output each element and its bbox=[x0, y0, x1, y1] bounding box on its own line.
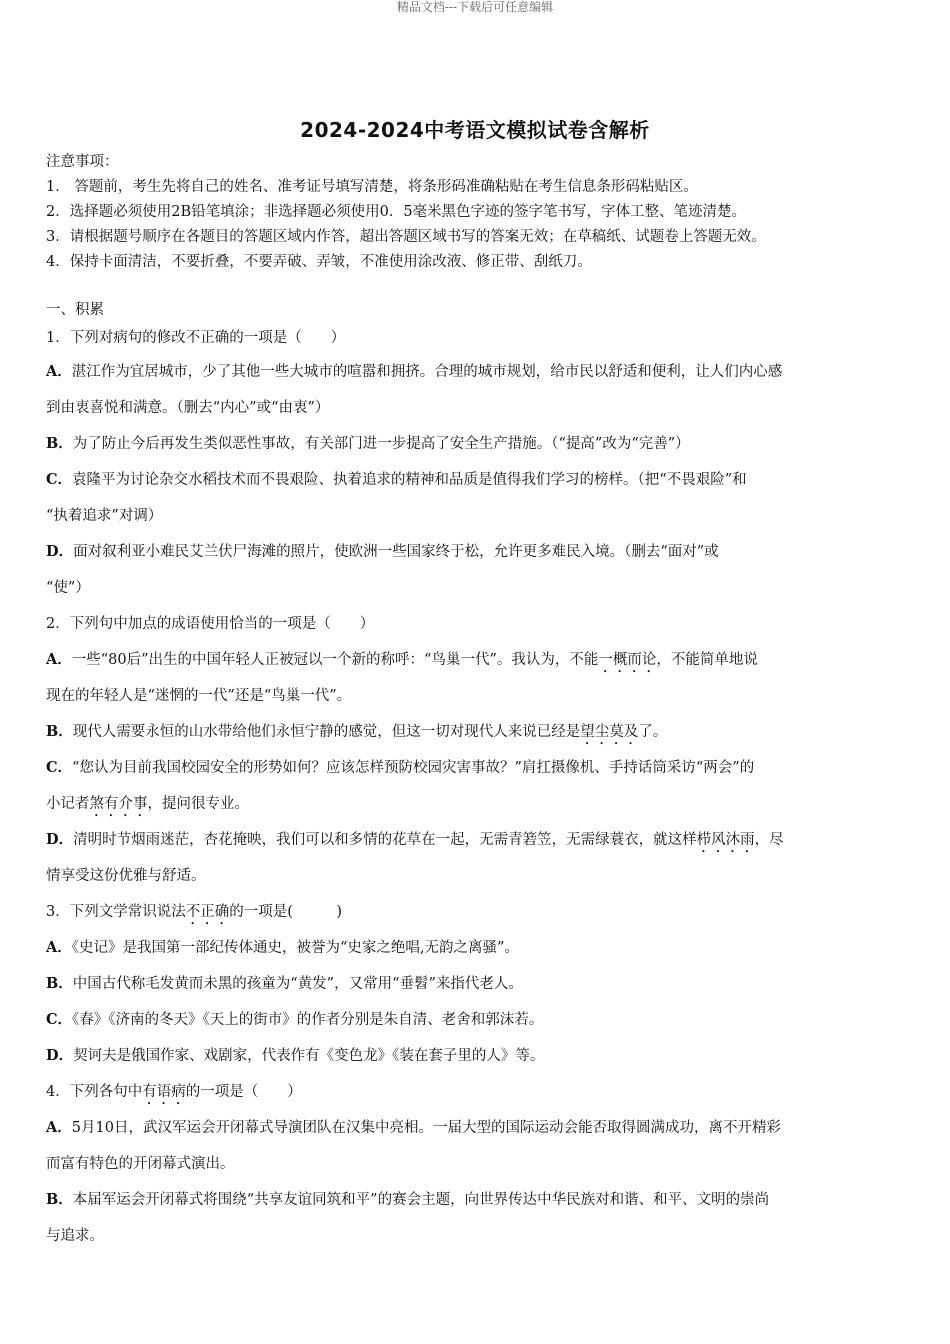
q3-option-d: D．契诃夫是俄国作家、戏剧家，代表作有《变色龙》《装在套子里的人》等。 bbox=[46, 1047, 545, 1064]
q1-option-d-cont: “使”） bbox=[46, 580, 90, 596]
q4-option-b: B．本届军运会开闭幕式将围绕“共享友谊同筑和平”的赛会主题，向世界传达中华民族对和谐、和平、文明的崇尚 bbox=[46, 1191, 770, 1208]
dotted-idiom: 栉风沐雨 bbox=[696, 832, 755, 848]
q1-option-c: C．袁隆平为讨论杂交水稻技术而不畏艰险、执着追求的精神和品质是值得我们学习的榜样。（把“不畏艰险”和 bbox=[46, 471, 747, 488]
q1-option-a: A．湛江作为宜居城市，少了其他一些大城市的喧嚣和拥挤。合理的城市规划，给市民以舒适和便利，让人们内心感 bbox=[46, 363, 783, 380]
q4-option-a-cont: 而富有特色的开闭幕式演出。 bbox=[46, 1156, 235, 1172]
page-title: 2024-2024中考语文模拟试卷含解析 bbox=[300, 118, 650, 142]
q2-option-c-cont: 小记者煞有介事，提问很专业。 bbox=[46, 796, 249, 812]
q2-option-d: D．清明时节烟雨迷茫，杏花掩映，我们可以和多情的花草在一起，无需青箬笠，无需绿蓑衣，就这样栉风沐雨，尽 bbox=[46, 831, 784, 848]
q1-option-d: D．面对叙利亚小难民艾兰伏尸海滩的照片，使欧洲一些国家终于松，允许更多难民入境。（删去“面对”或 bbox=[46, 543, 719, 560]
q3-option-c: C．《春》《济南的冬天》《天上的街市》的作者分别是朱自清、老舍和郭沫若。 bbox=[46, 1011, 544, 1028]
dotted-emphasis: 有语病 bbox=[142, 1084, 186, 1100]
question-1-stem: 1．下列对病句的修改不正确的一项是（ ） bbox=[46, 330, 346, 346]
question-2-stem: 2．下列句中加点的成语使用恰当的一项是（ ） bbox=[46, 616, 375, 632]
notice-item: 1． 答题前，考生先将自己的姓名、准考证号填写清楚，将条形码准确粘贴在考生信息条形码粘贴区。 bbox=[46, 179, 698, 195]
q3-option-a: A．《史记》是我国第一部纪传体通史，被誉为“史家之绝唱,无韵之离骚”。 bbox=[46, 939, 519, 956]
notice-heading: 注意事项： bbox=[46, 154, 119, 170]
dotted-idiom: 煞有介事 bbox=[89, 796, 148, 812]
notice-item: 4．保持卡面清洁，不要折叠，不要弄破、弄皱，不准使用涂改液、修正带、刮纸刀。 bbox=[46, 254, 592, 270]
q2-option-a: A．一些“80后”出生的中国年轻人正被冠以一个新的称呼：“鸟巢一代”。我认为，不能一概而论，不能简单地说 bbox=[46, 651, 758, 668]
dotted-idiom: 望尘莫及 bbox=[580, 724, 639, 740]
q4-option-a: A．5月10日，武汉军运会开闭幕式导演团队在汉集中亮相。一届大型的国际运动会能否取得圆满成功，离不开精彩 bbox=[46, 1119, 781, 1136]
dotted-idiom: 一概而论 bbox=[598, 652, 657, 668]
q2-option-b: B．现代人需要永恒的山水带给他们永恒宁静的感觉，但这一切对现代人来说已经是望尘莫及了。 bbox=[46, 723, 668, 740]
q1-option-b: B．为了防止今后再发生类似恶性事故，有关部门进一步提高了安全生产措施。（“提高”改为“完善”） bbox=[46, 435, 690, 452]
q2-option-d-cont: 情享受这份优雅与舒适。 bbox=[46, 868, 206, 884]
q2-option-c: C．“您认为目前我国校园安全的形势如何？应该怎样预防校园灾害事故？”肩扛摄像机、手持话筒采访“两会”的 bbox=[46, 759, 755, 776]
notice-item: 3．请根据题号顺序在各题目的答题区域内作答，超出答题区域书写的答案无效；在草稿纸、试题卷上答题无效。 bbox=[46, 229, 766, 245]
q3-option-b: B．中国古代称毛发黄而未黑的孩童为“黄发”，又常用“垂髫”来指代老人。 bbox=[46, 975, 523, 992]
notice-item: 2．选择题必须使用2B铅笔填涂；非选择题必须使用0．5毫米黑色字迹的签字笔书写，字体工整、笔迹清楚。 bbox=[46, 204, 747, 220]
dotted-emphasis: 不正确 bbox=[185, 904, 230, 920]
page-header: 精品文档---下载后可任意编辑 bbox=[396, 0, 554, 14]
q1-option-a-cont: 到由衷喜悦和满意。（删去“内心”或“由衷”） bbox=[46, 400, 330, 416]
document-body bbox=[46, 150, 902, 1254]
question-3-stem: 3．下列文学常识说法不正确的一项是( ) bbox=[46, 904, 343, 920]
q2-option-a-cont: 现在的年轻人是“迷惘的一代”还是“鸟巢一代”。 bbox=[46, 688, 352, 704]
q4-option-b-cont: 与追求。 bbox=[46, 1228, 104, 1244]
q1-option-c-cont: “执着追求”对调） bbox=[46, 508, 163, 524]
section-heading: 一、积累 bbox=[46, 302, 104, 318]
question-4-stem: 4．下列各句中有语病的一项是（ ） bbox=[46, 1084, 302, 1100]
